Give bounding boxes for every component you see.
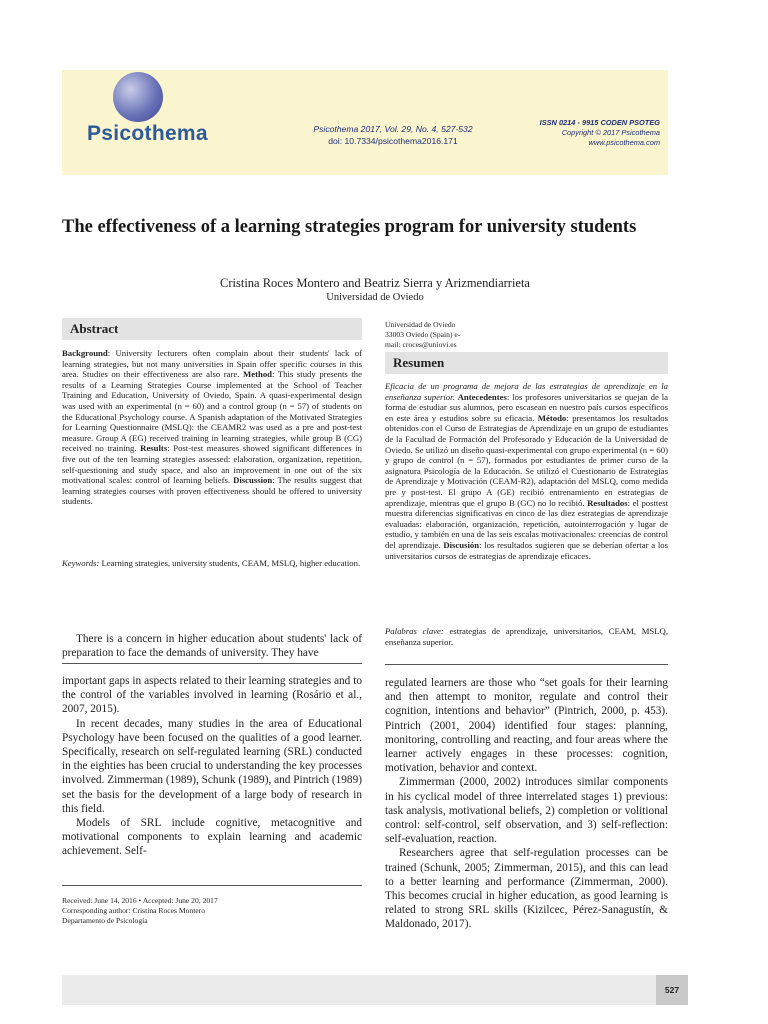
footnote-corresponding: Corresponding author: Cristina Roces Montero [62,906,205,916]
resumen-metodo-label: Método [537,412,567,423]
footnote-department: Departamento de Psicología [62,916,148,926]
page-number: 527 [656,975,688,1005]
abstract-keywords [62,558,362,569]
article-title: The effectiveness of a learning strategies program for university students [62,217,637,237]
corr-line-1: Universidad de Oviedo [385,320,456,329]
corr-line-2: 33003 Oviedo (Spain) e- [385,330,461,339]
right-paragraph-2: Zimmerman (2000, 2002) introduces similar components in his cyclical model of three interrelated stages 1) previous: task analysis, motivational beliefs, 2) completion or volitional control: self-control, self observation, and 3) self-reflection: self-evaluation, reaction. [385,776,668,846]
journal-issn-block [520,118,660,148]
article-authors: Cristina Roces Montero and Beatriz Sierra y Arizmendiarrieta [220,276,530,290]
resumen-discusion-label: Discusión [443,539,480,550]
resumen-keywords [385,626,668,647]
palabras-clave-label: Palabras clave: [385,626,444,636]
abstract-heading: Abstract [62,318,362,340]
palabras-clave-text: estrategias de aprendizaje, universitarios, CEAM, MSLQ, enseñanza superior. [385,626,668,647]
page-footer-band [62,975,688,1005]
right-paragraph-1: regulated learners are those who “set goals for their learning and then attempt to monitor, regulate and control their cognition, intentions and behavior” (Pintrich, 2000, p. 453). Pintrich (2001, 2004) identified four stages: planning, monitoring, controlling and reacting, and four areas where the learner actively engages in these processes: cognition, motivation, behavior and context. [385,677,668,775]
abstract-results-label: Results [140,443,168,454]
resumen-antecedentes: : los profesores universitarios se quejan de la forma de estudiar sus alumnos, pero escasean en nuestro país cursos específicos en este área y estudios sobre su eficacia. [385,391,669,423]
abstract-text [62,348,362,507]
left-paragraph-1: important gaps in aspects related to their learning strategies and to the control of the variables involved in learning (Rosário et al., 2007, 2015). [62,675,362,716]
resumen-metodo: : presentamos los resultados obtenidos con el Curso de Estrategias de Aprendizaje en un grupo de estudiantes de la Facultad de Formación del Profesorado y Educación de la Universidad de Oviedo. Se utilizó un diseño quasi-experimental con grupo experimental (n = 60) y grupo de control (n = 57), formados por estudiantes de primer curso de la asignatura Psicología de la Educación. Se utilizó el Cuestionario de Estrategias de Aprendizaje y Motivación (CEAM-R2), adaptación del MSLQ, como medida pre y post-test. El grupo A (GE) recibió entrenamiento en estrategias de aprendizaje, mientras que el grupo B (GC) no lo recibió. [385,412,669,508]
resumen-heading: Resumen [385,352,668,374]
abstract-method-label: Method [243,369,273,380]
abstract-discussion: : The results suggest that learning strategies courses with proven effectiveness should be offered to university students. [62,475,362,507]
resumen-resultados-label: Resultados [587,497,628,508]
corr-email[interactable]: mail: croces@uniovi.es [385,340,457,349]
body-left-column [62,674,362,859]
body-right-column [385,676,668,932]
left-paragraph-3: Models of SRL include cognitive, metacognitive and motivational components to explain learning and academic achievement. Self- [62,817,362,858]
abstract-discussion-label: Discussion [233,475,273,486]
keywords-label: Keywords: [62,558,100,568]
left-paragraph-2: In recent decades, many studies in the area of Educational Psychology have been focused on the qualities of a good learner. Specifically, research on self-regulated learning (SRL) conducted in the eighties has been crucial to understanding the key processes involved. Zimmerman (1989), Schunk (1989), and Pintrich (1989) set the basis for the development of a large body of research in this field. [62,717,362,815]
abstract-results: : Post-test measures showed significant differences in five out of the ten learning strategies assessed: elaboration, organization, repetition, self-questioning and study space, and also an improvement in one out of the six motivational scales: control of learning beliefs. [62,443,362,486]
doi-line: doi: 10.7334/psicothema2016.171 [328,136,458,146]
abstract-background: : University lecturers often complain about their students' lack of learning strategies, but not many universities in Spain offer specific courses in this area. Studies on their effectiveness are also rare. [62,348,362,380]
footnote-received: Received: June 14, 2016 • Accepted: June 20, 2017 [62,896,218,905]
copyright-line: Copyright © 2017 Psicothema [561,128,660,137]
footnote [62,896,362,927]
left-column-divider [62,663,362,664]
article-affiliation: Universidad de Oviedo [326,292,424,303]
abstract-background-label: Background [62,348,108,358]
resumen-text [385,381,668,561]
intro-paragraph: There is a concern in higher education about students' lack of preparation to face the demands of university. They have [62,633,362,660]
abstract-method: : This study presents the results of a Learning Strategies Course implemented at the School of Teacher Training and Education, University of Oviedo, Spain. A quasi-experimental design was used with an experimental (n = 60) and a control group (n = 57) of students on the Educational Psychology course. A Spanish adaptation of the Motivated Strategies for Learning Questionnaire (MSLQ): the CEAMR2 was used as a pre and post-test measure. Group A (EG) received training in learning strategies, while group B (CG) received no training. [62,369,363,454]
resumen-resultados: : el posttest muestra diferencias significativas en cinco de las diez estrategias de aprendizaje evaluadas: elaboración, organización, repetición, autointerrogación y lugar de estudio, y también en una de las seis escalas motivacionales: creencias de control del aprendizaje. [385,497,668,550]
resumen-title: Eficacia de un programa de mejora de las estrategias de aprendizaje en la enseñanza superior. [385,381,668,402]
citation-line: Psicothema 2017, Vol. 29, No. 4, 527-532 [313,124,473,134]
correspondence-address [385,320,485,350]
keywords-text: Learning strategies, university students, CEAM, MSLQ, higher education. [99,558,361,568]
website-link[interactable]: www.psicothema.com [588,138,660,147]
footnote-divider [62,885,362,886]
resumen-antecedentes-label: Antecedentes [457,391,507,402]
journal-logo-text: Psicothema [87,122,208,145]
resumen-discusion: : los resultados sugieren que se deberían ofertar a los universitarios cursos de estrategias de aprendizaje eficaces. [385,539,668,561]
journal-citation [290,123,496,147]
right-paragraph-3: Researchers agree that self-regulation processes can be trained (Schunk, 2005; Zimmerman, 2015), and this can lead to a better learning and performance (Zimmerman, 2000). This becomes crucial in higher education, as good learning is related to strong SRL skills (Kizilcec, Pérez-Sanagustín, & Maldonado, 2017). [385,847,668,931]
right-column-divider [385,664,668,665]
journal-logo-circle-icon [113,72,163,122]
issn-line: ISSN 0214 - 9915 CODEN PSOTEG [539,118,660,127]
